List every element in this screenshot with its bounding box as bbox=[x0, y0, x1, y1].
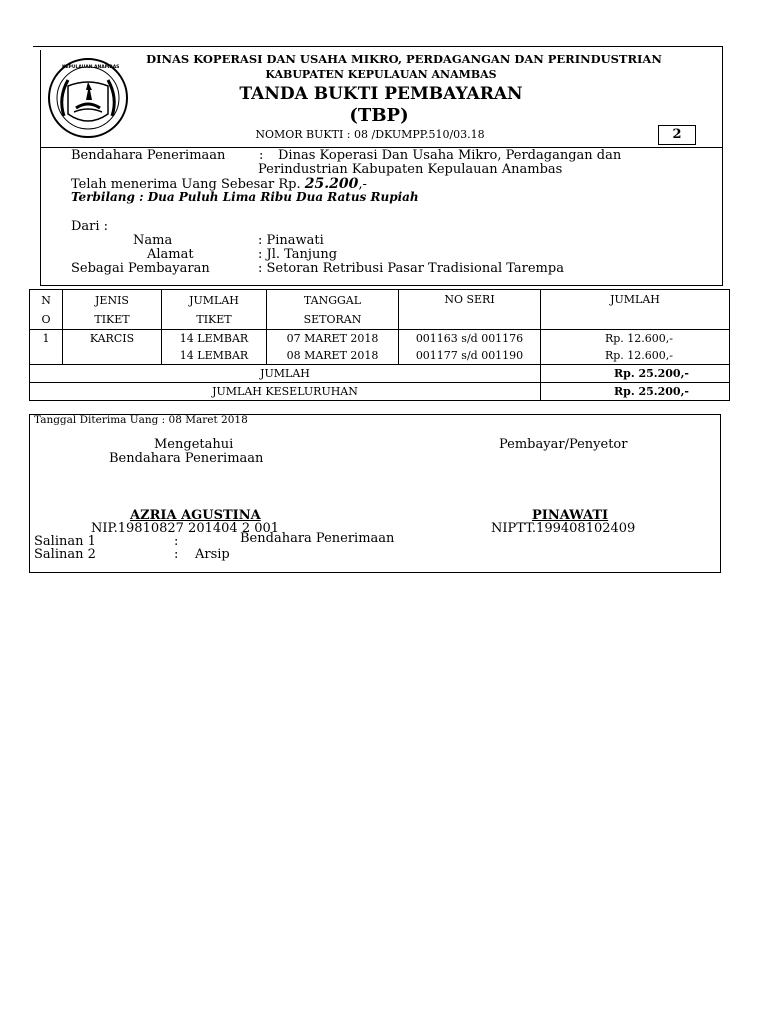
col-no: N O bbox=[30, 290, 63, 330]
amount-label: Telah menerima Uang Sebesar Rp. bbox=[71, 177, 301, 192]
from-label: Dari : bbox=[71, 219, 109, 234]
copy-number-box bbox=[658, 125, 696, 145]
top-rule bbox=[33, 46, 723, 47]
document-abbreviation: (TBP) bbox=[349, 105, 409, 126]
table-header-row bbox=[30, 290, 730, 330]
received-date: Tanggal Diterima Uang : 08 Maret 2018 bbox=[34, 414, 248, 426]
col-type: JENIS TIKET bbox=[63, 290, 162, 330]
copy1-separator: : bbox=[174, 534, 179, 549]
payer-title: Pembayar/Penyetor bbox=[499, 437, 628, 452]
right-rule bbox=[722, 46, 723, 286]
acknowledged-label: Mengetahui bbox=[154, 437, 234, 452]
receipt-bottom-rule bbox=[40, 285, 723, 286]
treasurer-value-line1: Dinas Koperasi Dan Usaha Mikro, Perdagangan dan bbox=[278, 148, 622, 163]
col-serial: NO SERI bbox=[399, 290, 541, 330]
region-name: KABUPATEN KEPULAUAN ANAMBAS bbox=[265, 68, 497, 81]
treasurer-label: Bendahara Penerimaan bbox=[71, 148, 226, 163]
cell-no: 1 bbox=[30, 330, 63, 365]
treasurer-signatory-name: AZRIA AGUSTINA bbox=[130, 508, 261, 523]
grand-total-row bbox=[30, 383, 730, 401]
address-value: : Jl. Tanjung bbox=[258, 247, 338, 262]
cell-serial: 001163 s/d 001176 001177 s/d 001190 bbox=[399, 330, 541, 365]
copy2-value: Arsip bbox=[195, 547, 230, 562]
col-date: TANGGAL SETORAN bbox=[267, 290, 399, 330]
name-value: : Pinawati bbox=[258, 233, 324, 248]
address-label: Alamat bbox=[147, 247, 194, 262]
spelled-amount: Terbilang : Dua Puluh Lima Ribu Dua Ratus Rupiah bbox=[71, 190, 419, 204]
col-qty: JUMLAH TIKET bbox=[162, 290, 267, 330]
col-amount: JUMLAH bbox=[541, 290, 730, 330]
cell-type: KARCIS bbox=[63, 330, 162, 365]
cell-date: 07 MARET 2018 08 MARET 2018 bbox=[267, 330, 399, 365]
document-title: TANDA BUKTI PEMBAYARAN bbox=[239, 84, 523, 104]
name-label: Nama bbox=[133, 233, 173, 248]
amount-value: 25.200 bbox=[304, 176, 359, 192]
treasurer-signatory-id: NIP.19810827 201404 2 001 bbox=[91, 521, 280, 536]
cell-amount: Rp. 12.600,- Rp. 12.600,- bbox=[541, 330, 730, 365]
cell-qty: 14 LEMBAR 14 LEMBAR bbox=[162, 330, 267, 365]
table-row bbox=[30, 330, 730, 365]
agency-name: DINAS KOPERASI DAN USAHA MIKRO, PERDAGANGAN DAN PERINDUSTRIAN bbox=[146, 52, 662, 66]
copy2-label: Salinan 2 bbox=[34, 547, 96, 562]
receipt-number: NOMOR BUKTI : 08 /DKUMPP.510/03.18 bbox=[255, 128, 485, 141]
payment-for-label: Sebagai Pembayaran bbox=[71, 261, 210, 276]
copy-number: 2 bbox=[672, 127, 682, 142]
subtotal-value: Rp. 25.200,- bbox=[541, 365, 730, 383]
grand-total-label: JUMLAH KESELURUHAN bbox=[30, 383, 541, 401]
amount-suffix: ,- bbox=[358, 177, 367, 192]
payer-signatory-name: PINAWATI bbox=[532, 508, 609, 523]
grand-total-value: Rp. 25.200,- bbox=[541, 383, 730, 401]
subtotal-row bbox=[30, 365, 730, 383]
copy1-label: Salinan 1 bbox=[34, 534, 96, 549]
payer-signatory-id: NIPTT.199408102409 bbox=[491, 521, 636, 536]
treasurer-value-line2: Perindustrian Kabupaten Kepulauan Anambas bbox=[258, 162, 563, 177]
subtotal-label: JUMLAH bbox=[30, 365, 541, 383]
logo-caption: KEPULAUAN ANAMBAS bbox=[62, 65, 120, 70]
copy2-separator: : bbox=[174, 547, 179, 562]
ticket-table bbox=[29, 289, 730, 401]
copy1-value: Bendahara Penerimaan bbox=[240, 531, 395, 546]
payment-for-value: : Setoran Retribusi Pasar Tradisional Tarempa bbox=[258, 261, 564, 276]
treasurer-colon: : bbox=[259, 148, 264, 163]
treasurer-title: Bendahara Penerimaan bbox=[109, 451, 264, 466]
